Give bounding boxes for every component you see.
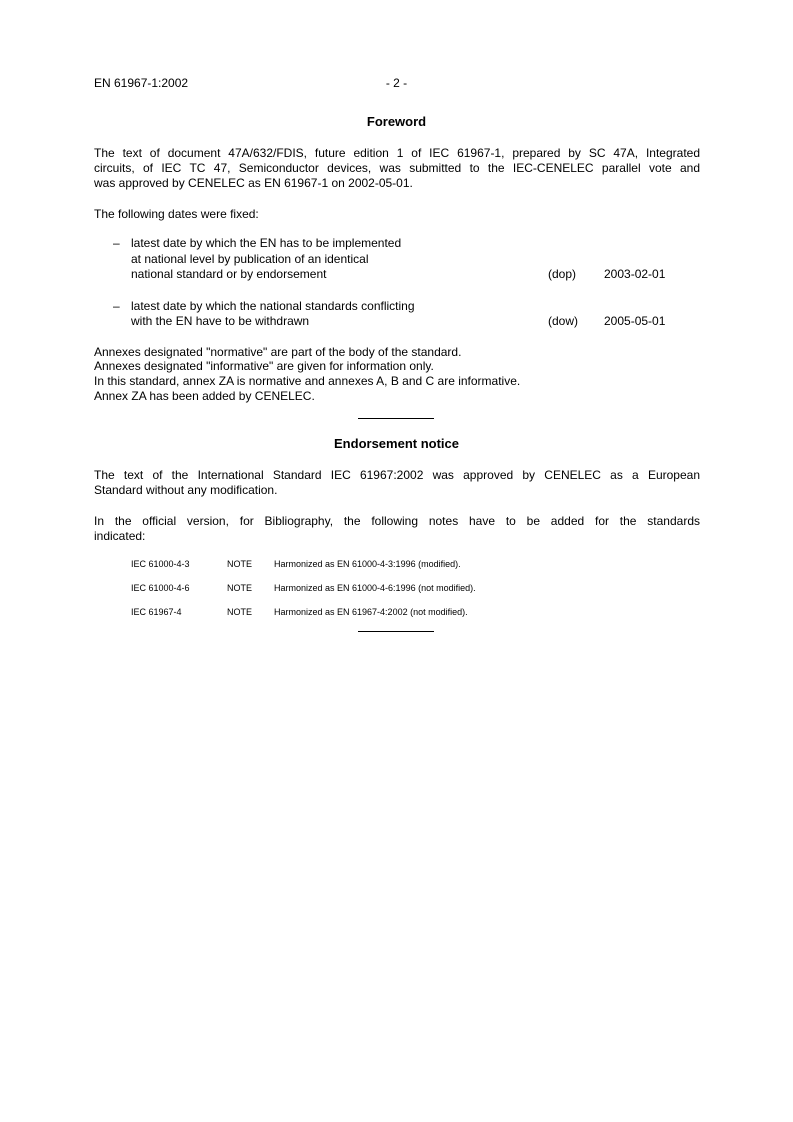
endorsement-para2-line-2: indicated: bbox=[94, 529, 146, 543]
endorsement-title: Endorsement notice bbox=[334, 436, 459, 451]
dow-text-line-1: latest date by which the national standards conflicting bbox=[131, 299, 415, 313]
annex-line-1: Annexes designated "normative" are part of the body of the standard. bbox=[94, 345, 462, 359]
dop-text-line-3: national standard or by endorsement bbox=[131, 267, 327, 281]
endorsement-para2-line-1: In the official version, for Bibliography, the following notes have to be added for the standards bbox=[94, 514, 700, 528]
list-dash: – bbox=[113, 236, 120, 250]
dop-code: (dop) bbox=[548, 267, 577, 281]
dop-text-line-1: latest date by which the EN has to be implemented bbox=[131, 236, 402, 250]
list-dash: – bbox=[113, 299, 120, 313]
dow-text-line-2: with the EN have to be withdrawn bbox=[131, 314, 310, 328]
dop-date: 2003-02-01 bbox=[604, 267, 666, 281]
annex-line-4: Annex ZA has been added by CENELEC. bbox=[94, 389, 315, 403]
note-label: NOTE bbox=[227, 607, 253, 617]
note-text: Harmonized as EN 61000-4-3:1996 (modified). bbox=[274, 559, 461, 569]
foreword-intro-line-2: circuits, of IEC TC 47, Semiconductor devices, was submitted to the IEC-CENELEC parallel vote and bbox=[94, 161, 700, 175]
note-standard: IEC 61000-4-6 bbox=[131, 583, 190, 593]
annex-line-3: In this standard, annex ZA is normative and annexes A, B and C are informative. bbox=[94, 374, 521, 388]
note-standard: IEC 61967-4 bbox=[131, 607, 182, 617]
endorsement-para1-line-1: The text of the International Standard IEC 61967:2002 was approved by CENELEC as a European bbox=[94, 468, 700, 482]
section-divider bbox=[358, 631, 434, 632]
dop-text-line-2: at national level by publication of an identical bbox=[131, 252, 369, 266]
page-number: - 2 - bbox=[385, 76, 408, 90]
dow-code: (dow) bbox=[548, 314, 579, 328]
note-label: NOTE bbox=[227, 559, 253, 569]
foreword-intro-line-1: The text of document 47A/632/FDIS, future edition 1 of IEC 61967-1, prepared by SC 47A, Integrated bbox=[94, 146, 700, 160]
document-id: EN 61967-1:2002 bbox=[94, 76, 189, 90]
dates-intro: The following dates were fixed: bbox=[94, 207, 259, 221]
note-standard: IEC 61000-4-3 bbox=[131, 559, 190, 569]
endorsement-para1-line-2: Standard without any modification. bbox=[94, 483, 278, 497]
note-text: Harmonized as EN 61967-4:2002 (not modified). bbox=[274, 607, 468, 617]
foreword-title: Foreword bbox=[366, 114, 427, 129]
foreword-intro-line-3: was approved by CENELEC as EN 61967-1 on 2002-05-01. bbox=[94, 176, 413, 190]
note-label: NOTE bbox=[227, 583, 253, 593]
section-divider bbox=[358, 418, 434, 419]
annex-line-2: Annexes designated "informative" are given for information only. bbox=[94, 359, 434, 373]
note-text: Harmonized as EN 61000-4-6:1996 (not modified). bbox=[274, 583, 476, 593]
dow-date: 2005-05-01 bbox=[604, 314, 666, 328]
